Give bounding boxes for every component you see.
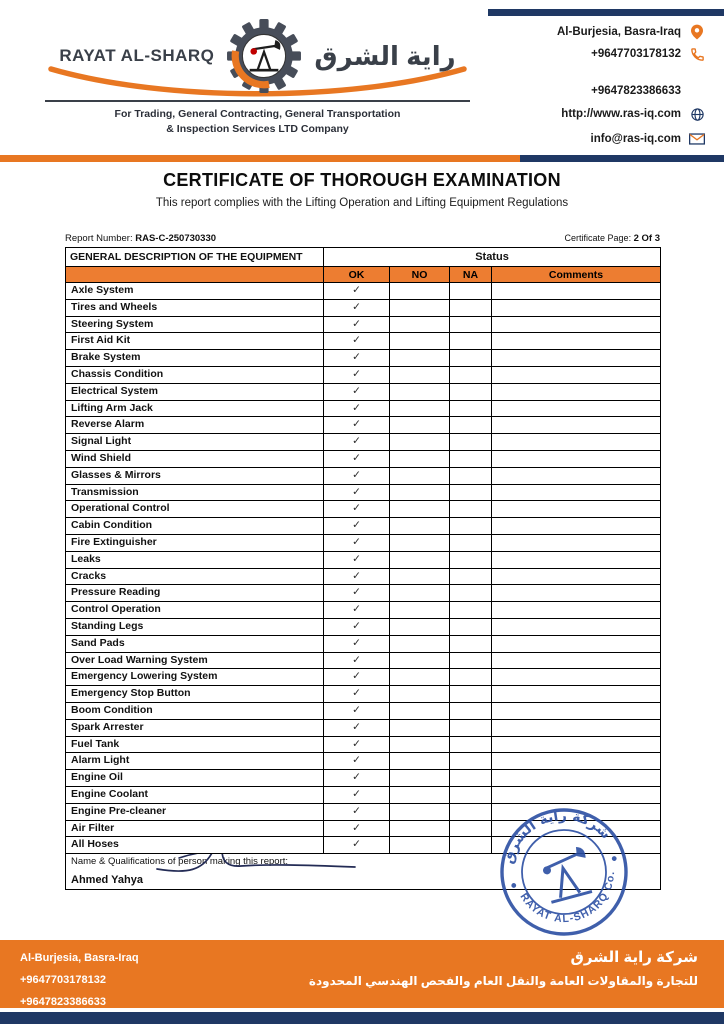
table-row: [66, 753, 661, 770]
comments-cell: [492, 602, 661, 619]
equipment-label: Lifting Arm Jack: [66, 400, 324, 417]
page-title: CERTIFICATE OF THOROUGH EXAMINATION: [163, 170, 561, 190]
contact-block: [477, 16, 705, 147]
table-row: [66, 333, 661, 350]
divider-navy-segment: [520, 155, 724, 162]
table-row: [66, 736, 661, 753]
table-row: [66, 283, 661, 300]
header: [45, 16, 705, 147]
status-ok-cell: ✓: [324, 316, 390, 333]
footer-phone1: +9647703178132: [20, 974, 106, 986]
table-row: [66, 669, 661, 686]
equipment-label: Fire Extinguisher: [66, 534, 324, 551]
table-row: [66, 299, 661, 316]
status-na-cell: [450, 316, 492, 333]
column-no: NO: [390, 267, 450, 283]
equipment-label: Transmission: [66, 484, 324, 501]
contact-email: [591, 131, 705, 147]
status-na-cell: [450, 686, 492, 703]
equipment-label: Glasses & Mirrors: [66, 467, 324, 484]
comments-cell: [492, 686, 661, 703]
table-row: [66, 618, 661, 635]
status-na-cell: [450, 400, 492, 417]
status-ok-cell: ✓: [324, 568, 390, 585]
description-header: GENERAL DESCRIPTION OF THE EQUIPMENT: [66, 248, 324, 267]
signer-name: Ahmed Yahya: [71, 873, 143, 886]
table-row: [66, 434, 661, 451]
comments-cell: [492, 333, 661, 350]
status-no-cell: [390, 820, 450, 837]
phone2-text: +9647823386633: [591, 85, 681, 97]
comments-cell: [492, 702, 661, 719]
equipment-label: Brake System: [66, 350, 324, 367]
status-ok-cell: ✓: [324, 417, 390, 434]
comments-cell: [492, 551, 661, 568]
comments-cell: [492, 585, 661, 602]
status-na-cell: [450, 299, 492, 316]
status-no-cell: [390, 350, 450, 367]
company-logo: [45, 16, 470, 147]
status-na-cell: [450, 350, 492, 367]
status-na-cell: [450, 585, 492, 602]
status-no-cell: [390, 383, 450, 400]
certificate-page-value: 2 Of 3: [633, 233, 660, 244]
company-name-ar: راية الشرق: [314, 40, 456, 71]
status-na-cell: [450, 484, 492, 501]
status-ok-cell: ✓: [324, 501, 390, 518]
stamp-text-english: RAYAT AL-SHARQ Co.: [517, 870, 618, 926]
status-na-cell: [450, 618, 492, 635]
equipment-label: Steering System: [66, 316, 324, 333]
divider-orange-segment: [0, 155, 520, 162]
comments-cell: [492, 568, 661, 585]
equipment-table: [65, 247, 661, 890]
equipment-label: Leaks: [66, 551, 324, 568]
status-no-cell: [390, 400, 450, 417]
comments-cell: [492, 635, 661, 652]
status-ok-cell: ✓: [324, 618, 390, 635]
status-no-cell: [390, 484, 450, 501]
status-no-cell: [390, 316, 450, 333]
equipment-label: Emergency Lowering System: [66, 669, 324, 686]
table-row: [66, 484, 661, 501]
phone-icon: [689, 46, 705, 62]
status-ok-cell: ✓: [324, 736, 390, 753]
footer-address: Al-Burjesia, Basra-Iraq: [20, 952, 139, 964]
footer-company-description-ar: للتجارة والمقاولات العامة والنقل العام والفحص الهندسي المحدودة: [308, 974, 698, 988]
status-no-cell: [390, 551, 450, 568]
status-ok-cell: ✓: [324, 366, 390, 383]
status-na-cell: [450, 417, 492, 434]
status-no-cell: [390, 417, 450, 434]
status-ok-cell: ✓: [324, 484, 390, 501]
table-header-row: [66, 248, 661, 267]
table-row: [66, 551, 661, 568]
status-na-cell: [450, 366, 492, 383]
equipment-label: Electrical System: [66, 383, 324, 400]
status-na-cell: [450, 283, 492, 300]
comments-cell: [492, 467, 661, 484]
table-row: [66, 316, 661, 333]
table-row: [66, 400, 661, 417]
equipment-label: Pressure Reading: [66, 585, 324, 602]
report-number-label: Report Number:: [65, 233, 133, 244]
status-no-cell: [390, 518, 450, 535]
column-ok: OK: [324, 267, 390, 283]
status-ok-cell: ✓: [324, 635, 390, 652]
comments-cell: [492, 719, 661, 736]
company-name-en: RAYAT AL-SHARQ: [59, 46, 215, 65]
status-na-cell: [450, 753, 492, 770]
status-no-cell: [390, 585, 450, 602]
status-ok-cell: ✓: [324, 669, 390, 686]
certificate-page: [565, 233, 660, 244]
status-no-cell: [390, 669, 450, 686]
footer-company-name-ar: شركة راية الشرق: [570, 949, 698, 966]
website-text: http://www.ras-iq.com: [561, 108, 681, 120]
status-no-cell: [390, 770, 450, 787]
footer-contact-block: [20, 947, 139, 1013]
certificate-page-label: Certificate Page:: [564, 233, 632, 243]
status-na-cell: [450, 719, 492, 736]
equipment-label: Engine Oil: [66, 770, 324, 787]
table-row: [66, 467, 661, 484]
status-ok-cell: ✓: [324, 770, 390, 787]
equipment-label: Chassis Condition: [66, 366, 324, 383]
equipment-label: Fuel Tank: [66, 736, 324, 753]
comments-cell: [492, 618, 661, 635]
gear-pumpjack-icon: [226, 18, 302, 94]
equipment-label: Tires and Wheels: [66, 299, 324, 316]
equipment-label: Signal Light: [66, 434, 324, 451]
icon-spacer: [689, 83, 705, 99]
footer-company-block: [309, 948, 698, 988]
tagline-line2: & Inspection Services LTD Company: [166, 122, 349, 135]
equipment-label: Standing Legs: [66, 618, 324, 635]
status-no-cell: [390, 736, 450, 753]
status-header: Status: [324, 248, 661, 267]
comments-cell: [492, 501, 661, 518]
status-na-cell: [450, 770, 492, 787]
report-meta-row: [65, 233, 660, 244]
status-no-cell: [390, 534, 450, 551]
address-text: Al-Burjesia, Basra-Iraq: [557, 26, 681, 38]
footer-phone2: +9647823386633: [20, 996, 106, 1008]
top-navy-bar: [488, 9, 724, 16]
status-ok-cell: ✓: [324, 602, 390, 619]
equipment-label: Wind Shield: [66, 450, 324, 467]
status-na-cell: [450, 534, 492, 551]
equipment-label: First Aid Kit: [66, 333, 324, 350]
status-na-cell: [450, 702, 492, 719]
table-row: [66, 366, 661, 383]
table-row: [66, 501, 661, 518]
equipment-label: Axle System: [66, 283, 324, 300]
status-na-cell: [450, 669, 492, 686]
status-no-cell: [390, 467, 450, 484]
status-na-cell: [450, 501, 492, 518]
status-na-cell: [450, 837, 492, 854]
status-ok-cell: ✓: [324, 283, 390, 300]
status-na-cell: [450, 736, 492, 753]
status-ok-cell: ✓: [324, 686, 390, 703]
comments-cell: [492, 770, 661, 787]
equipment-label: Engine Coolant: [66, 786, 324, 803]
comments-cell: [492, 518, 661, 535]
equipment-label: All Hoses: [66, 837, 324, 854]
footer-band: [0, 940, 724, 1008]
status-ok-cell: ✓: [324, 702, 390, 719]
comments-cell: [492, 316, 661, 333]
comments-cell: [492, 400, 661, 417]
contact-website: [561, 106, 705, 122]
comments-cell: [492, 366, 661, 383]
status-na-cell: [450, 551, 492, 568]
status-no-cell: [390, 702, 450, 719]
equipment-label: Emergency Stop Button: [66, 686, 324, 703]
status-ok-cell: ✓: [324, 400, 390, 417]
subheader-empty: [66, 267, 324, 283]
status-ok-cell: ✓: [324, 383, 390, 400]
status-no-cell: [390, 753, 450, 770]
equipment-table-body: [66, 283, 661, 854]
contact-phone1: [591, 46, 705, 62]
status-no-cell: [390, 652, 450, 669]
status-ok-cell: ✓: [324, 333, 390, 350]
comments-cell: [492, 669, 661, 686]
status-no-cell: [390, 618, 450, 635]
status-na-cell: [450, 383, 492, 400]
status-ok-cell: ✓: [324, 350, 390, 367]
status-na-cell: [450, 518, 492, 535]
stamp-pumpjack-icon: [539, 845, 595, 902]
table-row: [66, 602, 661, 619]
status-subheader-row: [66, 267, 661, 283]
column-comments: Comments: [492, 267, 661, 283]
comments-cell: [492, 383, 661, 400]
equipment-label: Alarm Light: [66, 753, 324, 770]
email-icon: [689, 131, 705, 147]
comments-cell: [492, 299, 661, 316]
status-ok-cell: ✓: [324, 450, 390, 467]
equipment-label: Cracks: [66, 568, 324, 585]
status-na-cell: [450, 568, 492, 585]
status-ok-cell: ✓: [324, 518, 390, 535]
comments-cell: [492, 652, 661, 669]
status-ok-cell: ✓: [324, 837, 390, 854]
status-no-cell: [390, 602, 450, 619]
equipment-label: Engine Pre-cleaner: [66, 803, 324, 820]
status-no-cell: [390, 635, 450, 652]
status-ok-cell: ✓: [324, 585, 390, 602]
status-no-cell: [390, 434, 450, 451]
table-row: [66, 568, 661, 585]
stamp-text-arabic: شركة راية الشرق: [500, 807, 614, 866]
status-no-cell: [390, 501, 450, 518]
comments-cell: [492, 283, 661, 300]
status-ok-cell: ✓: [324, 534, 390, 551]
comments-cell: [492, 534, 661, 551]
table-row: [66, 534, 661, 551]
table-row: [66, 686, 661, 703]
equipment-label: Reverse Alarm: [66, 417, 324, 434]
status-no-cell: [390, 333, 450, 350]
tagline-line1: For Trading, General Contracting, General Transportation: [114, 108, 401, 120]
status-ok-cell: ✓: [324, 786, 390, 803]
status-no-cell: [390, 450, 450, 467]
contact-phone2: [591, 83, 705, 99]
equipment-label: Spark Arrester: [66, 719, 324, 736]
table-row: [66, 719, 661, 736]
equipment-label: Over Load Warning System: [66, 652, 324, 669]
status-na-cell: [450, 434, 492, 451]
bottom-navy-bar: [0, 1012, 724, 1024]
header-divider: [0, 155, 724, 162]
equipment-label: Sand Pads: [66, 635, 324, 652]
table-row: [66, 383, 661, 400]
status-ok-cell: ✓: [324, 434, 390, 451]
globe-icon: [689, 106, 705, 122]
table-row: [66, 652, 661, 669]
status-na-cell: [450, 635, 492, 652]
status-na-cell: [450, 450, 492, 467]
email-text: info@ras-iq.com: [590, 133, 681, 145]
status-no-cell: [390, 837, 450, 854]
table-row: [66, 770, 661, 787]
contact-address: [557, 24, 705, 40]
status-no-cell: [390, 786, 450, 803]
company-tagline: [45, 100, 470, 136]
status-no-cell: [390, 299, 450, 316]
status-na-cell: [450, 803, 492, 820]
status-ok-cell: ✓: [324, 803, 390, 820]
equipment-label: Operational Control: [66, 501, 324, 518]
equipment-label: Cabin Condition: [66, 518, 324, 535]
report-number: [65, 233, 216, 244]
location-icon: [689, 24, 705, 40]
equipment-label: Boom Condition: [66, 702, 324, 719]
status-no-cell: [390, 366, 450, 383]
equipment-label: Air Filter: [66, 820, 324, 837]
comments-cell: [492, 736, 661, 753]
equipment-label: Control Operation: [66, 602, 324, 619]
table-row: [66, 702, 661, 719]
comments-cell: [492, 350, 661, 367]
status-ok-cell: ✓: [324, 753, 390, 770]
status-no-cell: [390, 283, 450, 300]
status-na-cell: [450, 467, 492, 484]
comments-cell: [492, 484, 661, 501]
status-ok-cell: ✓: [324, 820, 390, 837]
status-ok-cell: ✓: [324, 652, 390, 669]
phone1-text: +9647703178132: [591, 48, 681, 60]
comments-cell: [492, 753, 661, 770]
status-ok-cell: ✓: [324, 467, 390, 484]
page-subtitle: This report complies with the Lifting Operation and Lifting Equipment Regulations: [155, 197, 569, 209]
table-row: [66, 635, 661, 652]
status-na-cell: [450, 652, 492, 669]
report-footer-label: Name & Qualifications of person making this report:: [71, 856, 289, 868]
table-row: [66, 518, 661, 535]
status-ok-cell: ✓: [324, 299, 390, 316]
table-row: [66, 450, 661, 467]
table-row: [66, 585, 661, 602]
comments-cell: [492, 450, 661, 467]
status-no-cell: [390, 719, 450, 736]
status-ok-cell: ✓: [324, 719, 390, 736]
table-row: [66, 417, 661, 434]
report-number-value: RAS-C-250730330: [135, 233, 217, 244]
status-ok-cell: ✓: [324, 551, 390, 568]
column-na: NA: [450, 267, 492, 283]
status-na-cell: [450, 333, 492, 350]
status-no-cell: [390, 686, 450, 703]
comments-cell: [492, 417, 661, 434]
comments-cell: [492, 434, 661, 451]
status-no-cell: [390, 803, 450, 820]
status-na-cell: [450, 602, 492, 619]
status-na-cell: [450, 786, 492, 803]
status-no-cell: [390, 568, 450, 585]
logo-row: [45, 16, 470, 96]
table-row: [66, 350, 661, 367]
